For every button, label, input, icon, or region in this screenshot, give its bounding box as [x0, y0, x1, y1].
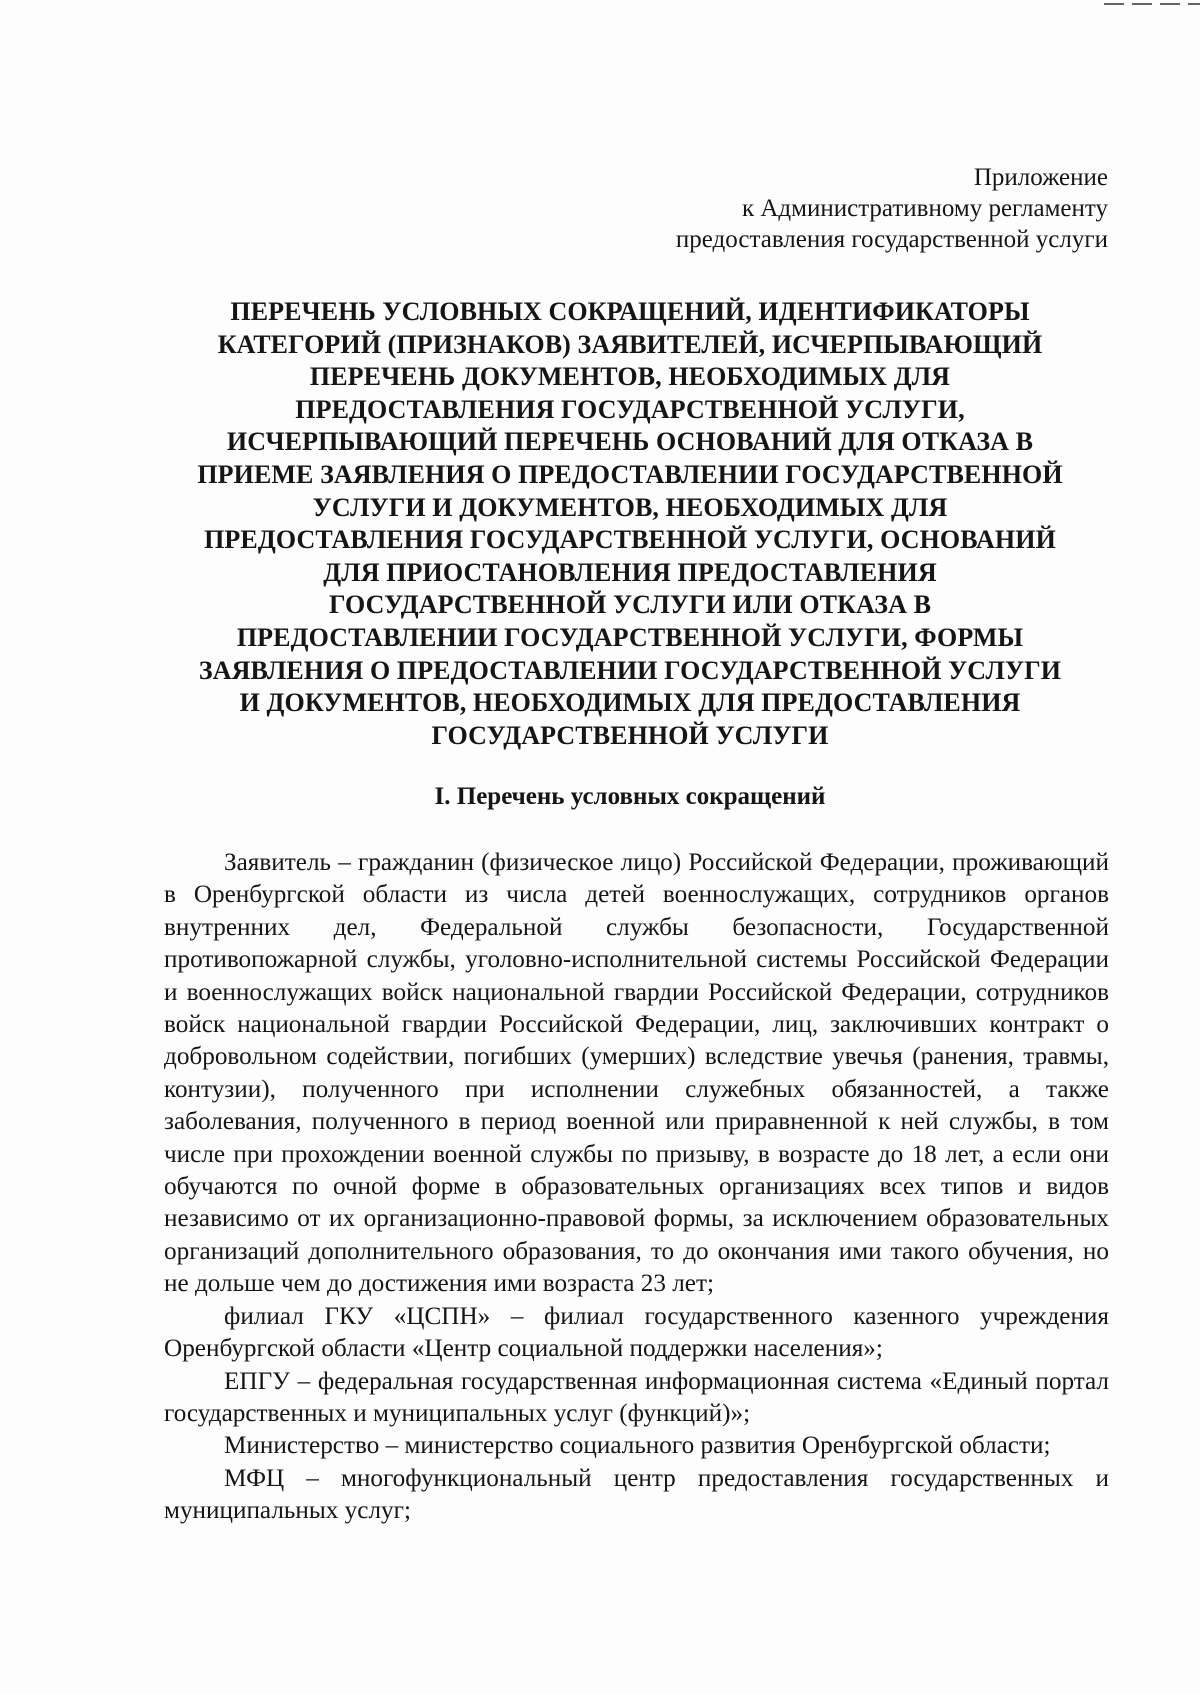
title-line: ПЕРЕЧЕНЬ ДОКУМЕНТОВ, НЕОБХОДИМЫХ ДЛЯ	[309, 362, 951, 392]
title-line: И ДОКУМЕНТОВ, НЕОБХОДИМЫХ ДЛЯ ПРЕДОСТАВЛЕНИЯ	[239, 688, 1021, 718]
title-line: УСЛУГИ И ДОКУМЕНТОВ, НЕОБХОДИМЫХ ДЛЯ	[312, 492, 948, 522]
section-heading: I. Перечень условных сокращений	[434, 783, 826, 810]
scan-edge-mark	[1104, 3, 1200, 5]
title-line: ГОСУДАРСТВЕННОЙ УСЛУГИ	[431, 720, 829, 750]
title-line: ПЕРЕЧЕНЬ УСЛОВНЫХ СОКРАЩЕНИЙ, ИДЕНТИФИКАТОРЫ	[230, 297, 1030, 326]
title-line: ПРИЕМЕ ЗАЯВЛЕНИЯ О ПРЕДОСТАВЛЕНИИ ГОСУДАРСТВЕННОЙ	[197, 459, 1063, 489]
title-line: ДЛЯ ПРИОСТАНОВЛЕНИЯ ПРЕДОСТАВЛЕНИЯ	[323, 557, 937, 587]
document-title	[150, 296, 1110, 752]
paragraph-epgu: ЕПГУ – федеральная государственная информационная система «Единый портал государственных и муниципальных услуг (функций)»;	[164, 1367, 1109, 1427]
appendix-header-line: Приложение	[973, 164, 1108, 191]
title-line: ИСЧЕРПЫВАЮЩИЙ ПЕРЕЧЕНЬ ОСНОВАНИЙ ДЛЯ ОТКАЗА В	[226, 427, 1034, 457]
paragraph-ministry: Министерство – министерство социального развития Оренбургской области;	[224, 1432, 1051, 1460]
title-line: ПРЕДОСТАВЛЕНИЯ ГОСУДАРСТВЕННОЙ УСЛУГИ, ОСНОВАНИЙ	[204, 525, 1056, 555]
paragraph-mfc: МФЦ – многофункциональный центр предоставления государственных и муниципальных услуг;	[164, 1464, 1109, 1525]
abbreviations-body	[164, 847, 1109, 1528]
paragraph-applicant: Заявитель – гражданин (физическое лицо) Российской Федерации, проживающий в Оренбургской области из числа детей военнослужащих, сотрудников органов внутренних дел, Федеральной службы безопасности, Государственной противопожарной службы, уголовно-исполнительной системы Российской Федерации и военнослужащих войск национальной гвардии Российской Федерации, сотрудников войск национальной гвардии Российской Федерации, лиц, заключивших контракт о добровольном содействии, погибших (умерших) вследствие увечья (ранения, травмы, контузии), полученного при исполнении служебных обязанностей, а также заболевания, полученного в период военной или приравненной к ней службы, в том числе при прохождении военной службы по призыву, в возрасте до 18 лет, а если они обучаются по очной форме в образовательных организациях всех типов и видов независимо от их организационно-правовой формы, за исключением образовательных организаций дополнительного образования, то до окончания ими такого обучения, но не дольше чем до достижения ими возраста 23 лет;	[164, 849, 1109, 1298]
appendix-header-line: предоставления государственной услуги	[675, 226, 1108, 253]
appendix-header-line: к Административному регламенту	[741, 195, 1108, 222]
title-line: ПРЕДОСТАВЛЕНИИ ГОСУДАРСТВЕННОЙ УСЛУГИ, ФОРМЫ	[236, 622, 1024, 652]
title-line: ГОСУДАРСТВЕННОЙ УСЛУГИ ИЛИ ОТКАЗА В	[328, 590, 932, 620]
title-line: ЗАЯВЛЕНИЯ О ПРЕДОСТАВЛЕНИИ ГОСУДАРСТВЕННОЙ УСЛУГИ	[198, 655, 1062, 685]
paragraph-gku-branch: филиал ГКУ «ЦСПН» – филиал государственного казенного учреждения Оренбургской области «Центр социальной поддержки населения»;	[164, 1302, 1109, 1363]
title-line: ПРЕДОСТАВЛЕНИЯ ГОСУДАРСТВЕННОЙ УСЛУГИ,	[295, 394, 965, 424]
title-line: КАТЕГОРИЙ (ПРИЗНАКОВ) ЗАЯВИТЕЛЕЙ, ИСЧЕРПЫВАЮЩИЙ	[217, 329, 1043, 359]
appendix-header	[676, 162, 1108, 255]
